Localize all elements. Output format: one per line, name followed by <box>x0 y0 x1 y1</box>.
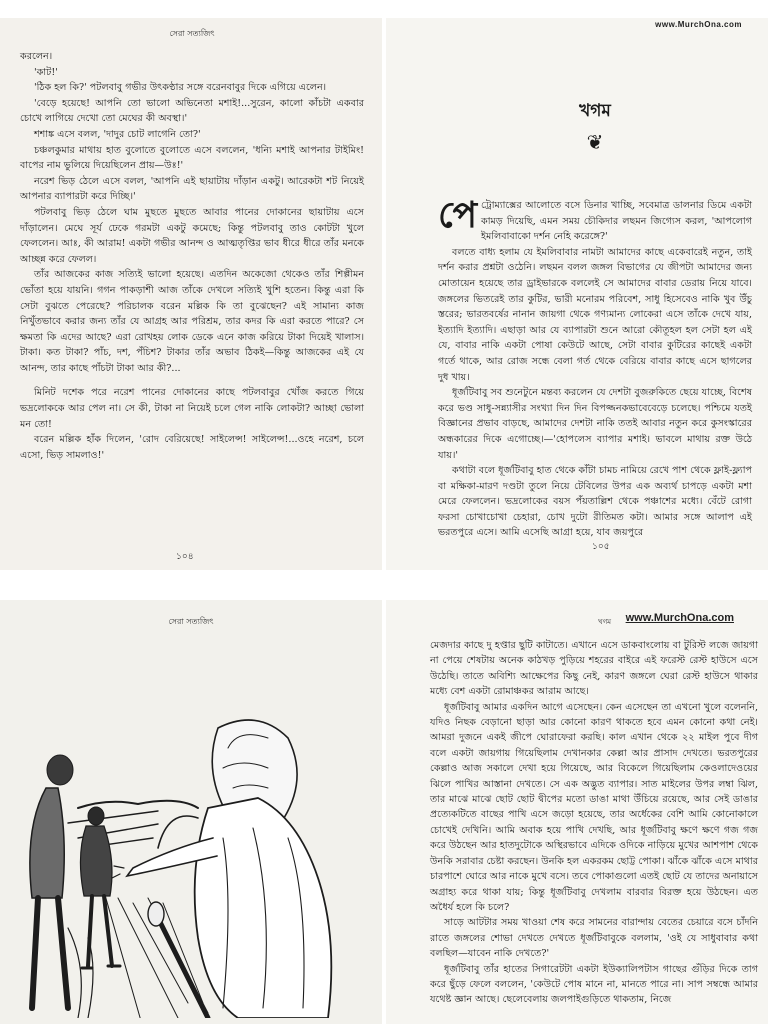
book-page-continued <box>386 600 768 1024</box>
page-number: ১০৪ <box>176 552 194 562</box>
site-watermark: www.MurchOna.com <box>625 612 734 624</box>
paragraph: কথাটা বলে ধূর্জটিবাবু হাত থেকে কাঁটা চামচ নামিয়ে রেখে পাশ থেকে ফ্লাই-ফ্ল্যাপ বা মক্ষিকা-মারণ দণ্ডটা তুলে নিয়ে টেবিলের উপর এক অব্যর্থ চাপড়ে একটা মশা মেরে ফেললেন। ভদ্রলোকের বয়স পঁয়তাল্লিশ থেকে পঞ্চাশের মধ্যে। বেঁটে রোগা ফরসা চোখাচোখা চেহারা, চোখ দুটো রীতিমত কটা। আমার সঙ্গে আলাপ এই ভরতপুরে এসে। আমি এসেছি আগ্রা হয়ে, যাব জয়পুরে <box>438 465 752 539</box>
story-title: খগম <box>579 101 611 121</box>
site-watermark: www.MurchOna.com <box>655 20 742 29</box>
paragraph: শশাঙ্ক এসে বলল, 'দাদুর চোট লাগেনি তো?' <box>34 128 201 140</box>
paragraph: মেজদার কাছে দু হপ্তার ছুটি কাটাতে। এখানে এসে ডাকবাংলোয় বা টুরিস্ট লজে জায়গা না পেয়ে শেষটায় অনেক কাঠখড় পুড়িয়ে শহরের বাইরে এই ফরেস্ট রেস্ট হাউসে এসে উঠেছি। তাতে অবিশ্যি আক্ষেপের কিছু নেই, কারণ জঙ্গলে ঘেরা রেস্ট হাউসে থাকার মধ্যে বেশ একটা রোমাঞ্চকর আরাম আছে। <box>430 640 758 698</box>
ornament-icon: ❦ <box>586 130 604 154</box>
paragraph: 'বেড়ে হয়েছে! আপনি তো ভালো অভিনেতা মশাই!...সুরেন, কালো কাঁচটা একবার চোখে লাগিয়ে দেখো তো মেঘের কী অবস্থা।' <box>20 97 364 125</box>
paragraph: পটলবাবু ভিড় ঠেলে ঘাম মুছতে মুছতে আবার পানের দোকানের ছায়াটায় এসে দাঁড়ালেন। মেঘে সূর্য ঢেকে গরমটা একটু কমেছে; কিন্তু পটলবাবু তাও কোটটা খুলে ফেললেন। আঃ, কী আরাম! একটা গভীর আনন্দ ও আত্মতৃপ্তির ভাব ধীরে ধীরে তাঁর মনকে আচ্ছন্ন করে ফেলল। <box>20 206 364 265</box>
paragraph: মিনিট দশেক পরে নরেশ পানের দোকানের কাছে পটলবাবুর খোঁজ করতে গিয়ে ভদ্রলোককে আর পেল না। সে কী, টাকা না নিয়েই চলে গেল নাকি লোকটা? আচ্ছা ভোলা মন তো! <box>20 387 364 430</box>
paragraph: বলতে বাধ্য হলাম যে ইমলিবাবার নামটা আমাদের কাছে একেবারেই নতুন, তাই দর্শন করার প্রশ্নটা ওঠেনি। লছমন বলল জঙ্গল বিভাগের যে জীপটা আমাদের জন্য মোতায়েন হয়েছে তার ড্রাইভারকে বললেই সে আমাদের বাবার ডেরায় নিয়ে যাবে। জঙ্গলের ভিতরেই তার কুটির, ভারী মনোরম পরিবেশ, সাধু হিসেবেও নাকি খুব উঁচু স্তরের; ভারতবর্ষের নানান জায়গা থেকে গণ্যমান্য লোকেরা এসে তাঁকে দেখে যায়, ইত্যাদি ইত্যাদি। এছাড়া আর যে ব্যাপারটা শুনে আরো কৌতূহল হল সেটা হল এই যে, বাবার নাকি একটা পোষা কেউটে আছে, সেটা বাবার কুটিরের কাছেই একটা গর্তে থাকে, আর রোজ সন্ধে বেলা গর্ত থেকে বেরিয়ে বাবার কাছে এসে ছাগলের দুধ খায়। <box>438 246 752 383</box>
book-page-105 <box>386 18 768 570</box>
page-body-text <box>20 49 364 463</box>
paragraph: বরেন মল্লিক হাঁক দিলেন, 'রোদ বেরিয়েছে! সাইলেন্স! সাইলেন্স!...ওহে নরেশ, চলে এসো, ভিড় সামলাও!' <box>20 434 364 461</box>
paragraph: তাঁর আজকের কাজ সত্যিই ভালো হয়েছে। এতদিন অকেজো থেকেও তাঁর শিল্পীমন ভোঁতা হয়ে যায়নি। গগন পাকড়াশী আজ তাঁকে দেখলে সত্যিই খুশি হতেন। কিন্তু এরা কি সেটা বুঝতে পেরেছে? পরিচালক বরেন মল্লিক কি তা বুঝেছেন? এই সামান্য কাজ নিখুঁতভাবে করার জন্য তাঁর যে আগ্রহ আর পরিশ্রম, তার কদর কি এরা করতে পারে? সে ক্ষমতা কি এদের আছে? এরা রোখহয় লোক ডেকে এনে কাজ করিয়ে টাকা দিয়েই খালাস। টাকা। কত টাকা? পাঁচ, দশ, পঁচিশ? টাকার তাঁর অভাব ঠিকই—কিন্তু আজকের এই যে আনন্দ, তার কাছে পাঁচটা টাকা আর কী?... <box>20 269 364 374</box>
paragraph: চঞ্চলকুমার মাথায় হাত বুলোতে বুলোতে এসে বললেন, 'ধন্যি মশাই আপনার টাইমিং! বাপের নাম ভুলিয়ে দিয়েছিলেন প্রায়—উঃ!' <box>20 144 364 172</box>
guru-and-travellers-illustration <box>8 688 348 1018</box>
paragraph: ধূর্জটিবাবু আমার একদিন আগে এসেছেন। কেন এসেছেন তা এখনো খুলে বলেননি, যদিও নিছক বেড়ানো ছাড়া আর কোনো কারণ থাকতে হবে এমন কোনো কথা নেই। আমরা দুজনে একই জীপে ঘোরাফেরা করছি। কাল এখান থেকে ২২ মাইল পুবে দীগ বলে একটা জায়গায় গিয়েছিলাম দেখানকার কেল্লা আর প্রাসাদ দেখতে। ভরতপুরের কেল্লাও আজ সকালে দেখা হয়ে গিয়েছে, আর বিকেলে গিয়েছিলাম কেওলাদেওয়ের ঝিলে পাখির আস্তানা দেখতে। সে এক অদ্ভুত ব্যাপার। সাত মাইলের উপর লম্বা ঝিল, তার মাঝে মাঝে ছোট ছোট দ্বীপের মতো ডাঙা মাথা উঁচিয়ে রয়েছে, আর সেই ডাঙার প্রত্যেকটিতে বাছের পাখি এসে জড়ো হয়েছে, তার অর্ধেকের বেশি আমি কোনোকালে চোখেই দেখিনি। আমি অবাক হয়ে পাখি দেখছি, আর ধূর্জটিবাবু ক্ষণে ক্ষণে গজ গজ করে উঠছেন আর হাতদুটোকে অস্থিরভাবে এদিকে ওদিকে নাড়িয়ে মুখের আশপাশ থেকে উনকি সরাবার চেষ্টা করছেন। উনকি হল একরকম ছোট্ট পোকা। ঝাঁকে ঝাঁকে এসে মাথার চারপাশে ঘোরে আর নাকে মুখে বসে। তবে পোকাগুলো এতই ছোট যে তাদের অনায়াসে অগ্রাহ্য করে থাকা যায়; কিন্তু ধূর্জটিবাবু দেখলাম বারবার বিরক্ত হয়ে উঠছেন। এত অধৈর্য হলে কি চলে? <box>430 701 758 913</box>
running-head: সেরা সত্যজিৎ <box>169 29 215 38</box>
book-page-104 <box>0 18 382 570</box>
opening-paragraph <box>438 194 752 245</box>
paragraph: সাড়ে আটটার সময় খাওয়া শেষ করে সামনের বারান্দায় বেতের চেয়ারে বসে চাঁদনি রাতে জঙ্গলের শোভা দেখতে দেখতে ধূর্জটিবাবুকে বললাম, 'ওই যে সাধুবাবার কথা বলছিল—যাবেন নাকি দেখতে?' <box>430 917 758 960</box>
running-head: সেরা সত্যজিৎ <box>168 617 214 626</box>
paragraph: 'কাট!' <box>34 66 58 78</box>
man-head-left <box>47 755 73 785</box>
page-body-text <box>430 638 758 1008</box>
page-body-text <box>438 194 752 541</box>
running-head: খগম <box>598 618 612 626</box>
paragraph-text: ট্রোম্যাক্সের আলোতে বসে ডিনার খাচ্ছি, সবেমাত্র ডালনার ডিমে একটা কামড় দিয়েছি, এমন সময় চৌকিদার লছমন জিগ্যেস করল, 'আপলোগ ইমলিবাবাকো দর্শন নেহি করেঙ্গে?' <box>481 200 752 243</box>
paragraph: 'ঠিক হল কি?' পটলবাবু গভীর উৎকণ্ঠার সঙ্গে বরেনবাবুর দিকে এগিয়ে এলেন। <box>34 82 327 94</box>
paragraph: করলেন। <box>20 51 53 62</box>
page-number: ১০৫ <box>592 542 610 552</box>
illustration-page <box>0 600 382 1024</box>
paragraph: ধূর্জটিবাবু সব শুনেটুনে মন্তব্য করলেন যে দেশটা বুজরুকিতে ছেয়ে যাচ্ছে, বিশেষ করে ভণ্ড সাধু-সন্ন্যাসীর সংখ্যা দিন দিন বিপজ্জনকভাবেবেড়ে চলেছে। পশ্চিমে যতই বিজ্ঞানের প্রভাব বাড়ছে, আমাদের দেশটা নাকি ততই আবার নতুন করে কুসংস্কারের অন্ধকারের দিকে এগোচ্ছে।—'হোপলেস ব্যাপার মশাই। ভাবলে মাথায় রক্ত উঠে যায়।' <box>438 387 752 461</box>
paragraph: ধূর্জটিবাবু তাঁর হাতের সিগারেটটা একটা ইউক্যালিপটাস গাছের গুঁড়ির দিকে তাগ করে ছুঁড়ে ফেলে বললেন, 'কেউটে পোষ মানে না, মানতে পারে না। সাপ সম্বন্ধে আমার যথেষ্ট জ্ঞান আছে। ছেলেবেলায় জলপাইগুড়িতে থাকতাম, নিজে <box>430 963 758 1006</box>
drop-cap: পে <box>438 194 478 236</box>
paragraph: নরেশ ভিড় ঠেলে এসে বলল, 'আপনি এই ছায়াটায় দাঁড়ান একটু। আরেকটা শট নিয়েই আপনার ব্যাপারটা করে দিচ্ছি।' <box>20 175 364 203</box>
